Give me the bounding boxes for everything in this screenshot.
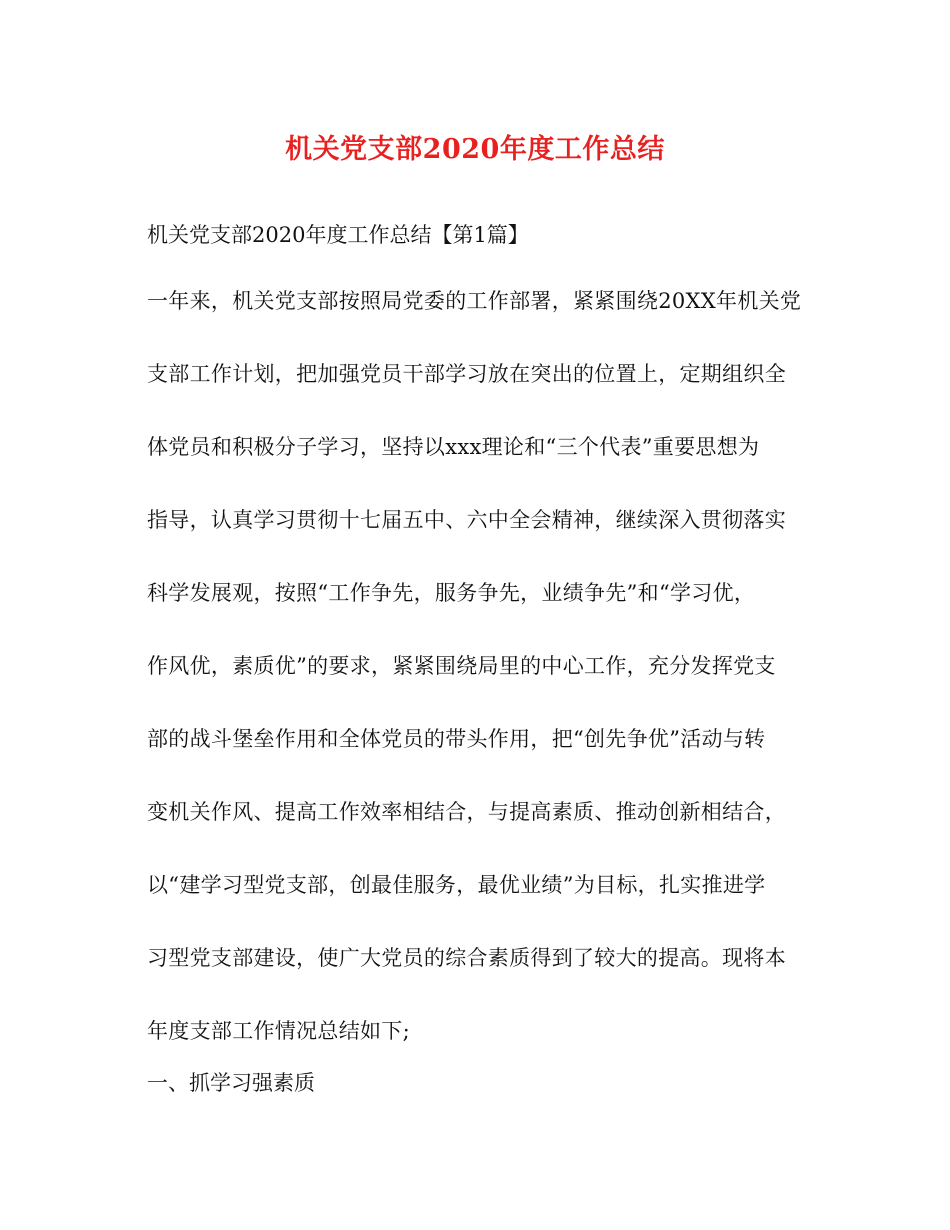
document-title: 机关党支部2020年度工作总结 xyxy=(285,134,665,165)
body-paragraph xyxy=(147,286,807,1089)
paragraph-line: 年度支部工作情况总结如下; xyxy=(147,1019,410,1043)
paragraph-line: 体党员和积极分子学习，坚持以xxx理论和“三个代表”重要思想为 xyxy=(147,435,760,459)
paragraph-line: 部的战斗堡垒作用和全体党员的带头作用，把“创先争优”活动与转 xyxy=(147,727,766,751)
paragraph-line: 以“建学习型党支部，创最佳服务，最优业绩”为目标，扎实推进学 xyxy=(147,873,766,897)
paragraph-line: 习型党支部建设，使广大党员的综合素质得到了较大的提高。现将本 xyxy=(147,946,786,970)
paragraph-line: 一年来，机关党支部按照局党委的工作部署，紧紧围绕20XX年机关党 xyxy=(147,289,802,313)
paragraph-line: 支部工作计划，把加强党员干部学习放在突出的位置上，定期组织全 xyxy=(147,362,786,386)
document-subtitle: 机关党支部2020年度工作总结【第1篇】 xyxy=(147,223,529,247)
paragraph-line: 指导，认真学习贯彻十七届五中、六中全会精神，继续深入贯彻落实 xyxy=(147,508,786,532)
paragraph-line: 作风优，素质优”的要求，紧紧围绕局里的中心工作，充分发挥党支 xyxy=(147,654,776,678)
section-heading: 一、抓学习强素质 xyxy=(147,1071,315,1095)
paragraph-line: 科学发展观，按照“工作争先，服务争先，业绩争先”和“学习优， xyxy=(147,581,756,605)
paragraph-line: 变机关作风、提高工作效率相结合，与提高素质、推动创新相结合， xyxy=(147,800,786,824)
